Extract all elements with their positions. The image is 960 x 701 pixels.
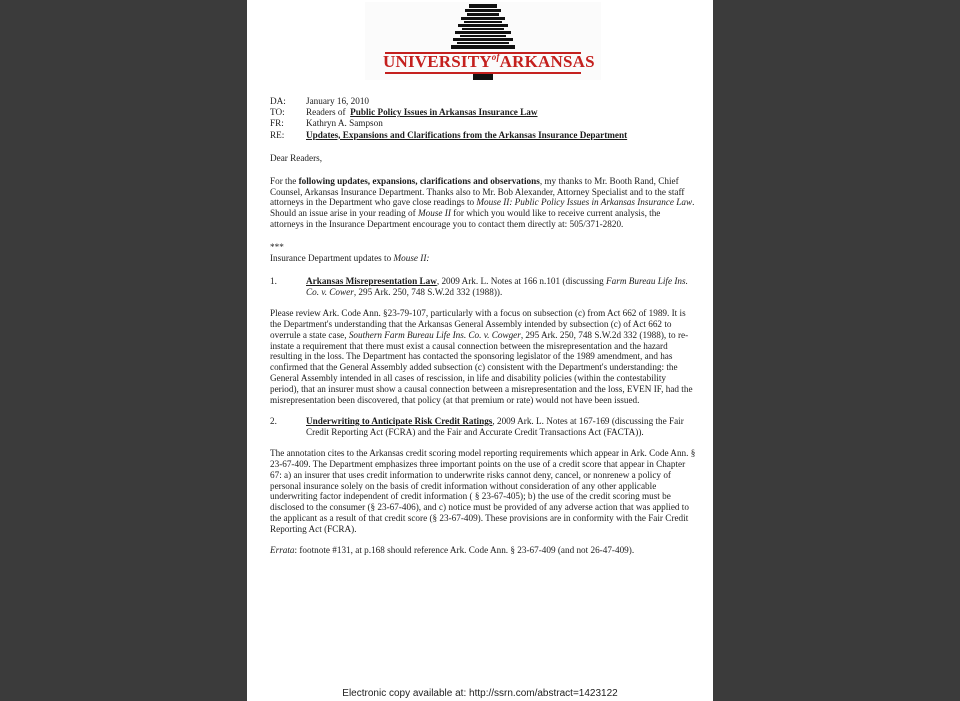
university-logo <box>365 2 601 80</box>
memo-re-label: RE: <box>270 129 285 140</box>
document-page <box>247 0 713 701</box>
memo-from-row <box>270 118 696 129</box>
item-number: 2. <box>270 415 277 426</box>
memo-date-row <box>270 96 696 107</box>
ssrn-footer: Electronic copy available at: http://ssrn.com/abstract=1423122 <box>342 688 618 699</box>
memo-date-label: DA: <box>270 96 286 106</box>
intro-paragraph: For the following updates, expansions, clarifications and observations, my thanks to Mr. Booth Rand, Chief Counsel, Arkansas Insurance Department. Thanks also to Mr. Bob Alexander, Attorney Specialist and to the staff attorneys in the Department who gave close readings to Mouse II: Public Policy Issues in Arkansas Insurance Law. Should an issue arise in your reading of Mouse II for which you would like to receive current analysis, the attorneys in the Insurance Department encourage you to contact them directly at: 505/371-2820. <box>270 175 695 230</box>
updates-heading: Insurance Department updates to Mouse II: <box>270 253 430 264</box>
logo-wordmark: $UNIVERSITY^{of}ARKANSAS$ <box>383 52 595 71</box>
memo-from-label: FR: <box>270 118 284 129</box>
memo-date: January 16, 2010 <box>306 96 370 106</box>
misrepresentation-paragraph: Please review Ark. Code Ann. §23-79-107, particularly with a focus on subsection (c) from Act 662 of 1989. It is the Department's understanding that the Arkansas General Assembly intended by subsection (c) of Act 662 to overrule a state case, Southern Farm Bureau Life Ins. Co. v. Cowger, 295 Ark. 250, 748 S.W.2d 332 (1988), to re-instate a requirement that there must exist a causal connection between the misrepresentation and the hazard resulting in the loss. The Department has contacted the sponsoring legislator of the 1989 amendment, and has confirmed that the General Assembly added subsection (c) consistent with the Department's understanding: the General Assembly intended in all cases of rescission, in life and disability policies (within the contestability period), that an insurer must show a causal connection between a misrepresentation and the loss, EVEN IF, had the misrepresentation been discovered, that policy (at that premium or rate) would not have been issued. <box>270 307 693 406</box>
memo-re-row <box>270 130 696 141</box>
memo-to-row <box>270 107 696 118</box>
item-number: 1. <box>270 276 277 286</box>
item-title: Arkansas Misrepresentation Law <box>306 276 437 286</box>
memo-body <box>270 96 696 556</box>
memo-to-title: Public Policy Issues in Arkansas Insurance Law <box>350 107 538 118</box>
update-item-2: 2. Underwriting to Anticipate Risk Credit Ratings, 2009 Ark. L. Notes at 167-169 (discussing the Fair Credit Reporting Act (FCRA) and the Fair and Accurate Credit Transactions Act (FACTA)). <box>270 415 684 437</box>
memo-subject: Updates, Expansions and Clarifications from the Arkansas Insurance Department <box>306 129 628 140</box>
salutation: Dear Readers, <box>270 152 323 163</box>
separator: *** <box>270 242 284 253</box>
errata-note: Errata: footnote #131, at p.168 should reference Ark. Code Ann. § 23-67-409 (and not 26-47-409). <box>270 545 635 556</box>
memo-to-prefix: Readers of <box>306 107 346 118</box>
credit-scoring-paragraph: The annotation cites to the Arkansas credit scoring model reporting requirements which appear in Ark. Code Ann. § 23-67-409. The Department emphasizes three important points on the use of a credit score that appear in Chapter 67: a) an insurer that uses credit information to underwrite risks cannot deny, cancel, or nonrenew a policy of personal insurance solely on the basis of credit information without consideration of any other applicable underwriting factor independent of credit information ( § 23-67-405); b) the use of the credit scoring must be disclosed to the consumer (§ 23-67-406), and c) notice must be provided of any adverse action that was applied to the applicant as a result of that credit score (§ 23-67-409). These provisions are in conformity with the Fair Credit Reporting Act (FCRA). <box>270 447 696 535</box>
memo-from: Kathryn A. Sampson <box>306 118 383 129</box>
memo-to-label: TO: <box>270 107 285 118</box>
item-title: Underwriting to Anticipate Risk Credit Ratings <box>306 415 493 426</box>
update-item-1: 1. Arkansas Misrepresentation Law, 2009 Ark. L. Notes at 166 n.101 (discussing Farm Bureau Life Ins. Co. v. Cower, 295 Ark. 250, 748 S.W.2d 332 (1988)). <box>270 276 688 297</box>
logo-rule-bottom <box>385 72 581 74</box>
